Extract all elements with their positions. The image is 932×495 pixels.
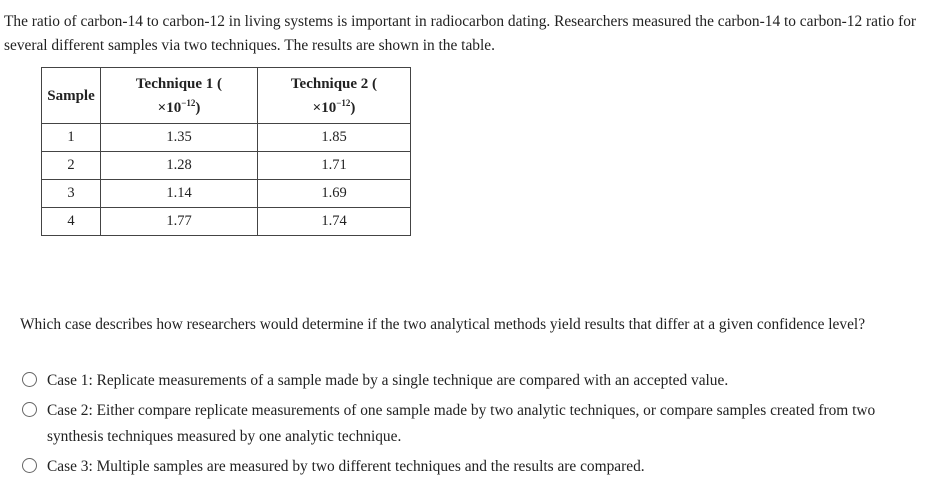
cell-sample: 3 bbox=[42, 180, 101, 208]
header-technique-2 bbox=[258, 68, 411, 124]
table-row bbox=[42, 124, 411, 152]
cell-technique-2: 1.85 bbox=[258, 124, 411, 152]
header-technique-1-unit-suffix: ) bbox=[195, 99, 201, 116]
cell-sample: 2 bbox=[42, 152, 101, 180]
question-text: Which case describes how researchers would determine if the two analytical methods yield results that differ at a given confidence level? bbox=[20, 316, 866, 333]
cell-technique-1: 1.28 bbox=[101, 152, 258, 180]
cell-technique-1: 1.35 bbox=[101, 124, 258, 152]
table-row bbox=[42, 208, 411, 236]
option-case-1[interactable] bbox=[22, 368, 927, 394]
answer-options bbox=[22, 368, 927, 480]
header-technique-2-unit-exp: −12 bbox=[336, 97, 351, 108]
option-label[interactable]: Case 2: Either compare replicate measurements of one sample made by two analytic techniques, or compare samples created from two synthesis techniques measured by one analytic technique. bbox=[47, 402, 876, 445]
cell-technique-2: 1.71 bbox=[258, 152, 411, 180]
cell-technique-1: 1.14 bbox=[101, 180, 258, 208]
header-technique-1 bbox=[101, 68, 258, 124]
cell-technique-2: 1.69 bbox=[258, 180, 411, 208]
header-technique-2-label: Technique 2 ( bbox=[290, 75, 378, 92]
header-technique-1-unit-exp: −12 bbox=[181, 97, 196, 108]
option-case-3[interactable] bbox=[22, 454, 927, 480]
radio-button-icon[interactable] bbox=[22, 402, 37, 417]
cell-technique-1: 1.77 bbox=[101, 208, 258, 236]
option-label[interactable]: Case 3: Multiple samples are measured by two different techniques and the results are compared. bbox=[47, 458, 645, 475]
cell-technique-2: 1.74 bbox=[258, 208, 411, 236]
header-technique-2-unit-prefix: ×10 bbox=[312, 99, 337, 116]
cell-sample: 4 bbox=[42, 208, 101, 236]
header-technique-2-unit-suffix: ) bbox=[350, 99, 356, 116]
option-case-2[interactable] bbox=[22, 398, 927, 450]
intro-text: The ratio of carbon-14 to carbon-12 in living systems is important in radiocarbon dating. Researchers measured the carbon-14 to carbon-12 ratio for several different samples via two techniques. The results are shown in the table. bbox=[4, 13, 917, 54]
data-table bbox=[41, 67, 411, 236]
table-header-row bbox=[42, 68, 411, 124]
header-sample: Sample bbox=[42, 68, 101, 124]
table-row bbox=[42, 180, 411, 208]
header-technique-1-unit-prefix: ×10 bbox=[157, 99, 182, 116]
table-row bbox=[42, 152, 411, 180]
cell-sample: 1 bbox=[42, 124, 101, 152]
option-label[interactable]: Case 1: Replicate measurements of a sample made by a single technique are compared with an accepted value. bbox=[47, 372, 729, 389]
header-technique-1-label: Technique 1 ( bbox=[135, 75, 223, 92]
radio-button-icon[interactable] bbox=[22, 458, 37, 473]
radio-button-icon[interactable] bbox=[22, 372, 37, 387]
